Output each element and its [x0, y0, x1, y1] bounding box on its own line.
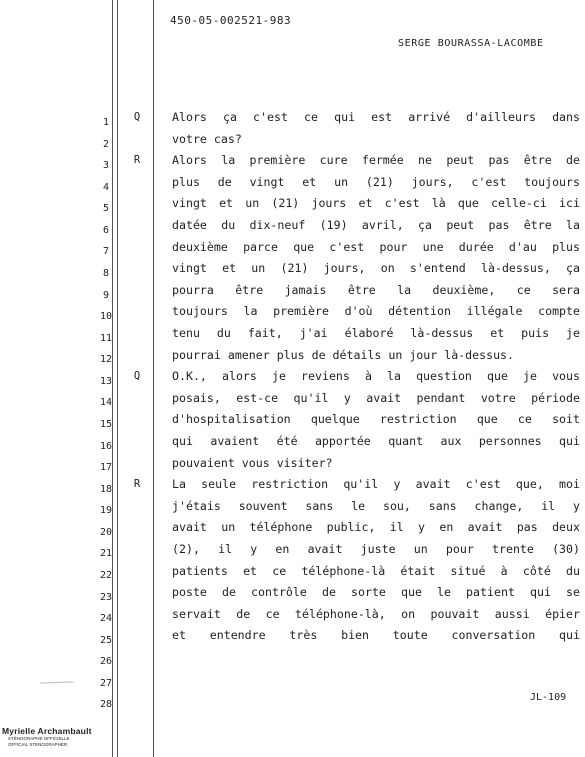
speaker-marker: Q	[133, 370, 141, 383]
stenographer-name: Myrielle Archambault	[2, 726, 92, 736]
line-number: 10	[99, 311, 113, 323]
transcript-line: O.K., alors je reviens à la question que je vous	[172, 369, 580, 384]
scan-smudge	[40, 681, 74, 683]
transcript-line: patients et ce téléphone-là était situé à côté du	[172, 563, 580, 578]
line-number: 18	[99, 483, 113, 495]
line-number: 19	[99, 505, 113, 517]
line-number: 28	[99, 699, 113, 711]
line-number: 17	[99, 462, 113, 474]
speaker-marker: R	[133, 154, 141, 167]
transcript-line: pourrai amener plus de détails un jour là-dessus.	[172, 347, 515, 362]
stenographer-title-en: OFFICIAL STENOGRAPHER	[8, 742, 68, 747]
margin-rule-speaker	[153, 0, 154, 757]
witness-name: SERGE BOURASSA-LACOMBE	[398, 38, 544, 49]
page-identifier: JL-109	[530, 692, 567, 703]
line-number: 25	[99, 634, 113, 646]
line-number: 6	[102, 224, 110, 236]
line-number: 2	[102, 138, 110, 150]
margin-rule-left-inner	[117, 0, 118, 757]
case-number: 450-05-002521-983	[170, 14, 292, 27]
line-number: 21	[99, 548, 113, 560]
line-number: 5	[102, 203, 110, 215]
line-number: 11	[99, 332, 113, 344]
transcript-line: et entendre très bien toute conversation qui	[172, 628, 580, 643]
line-number: 9	[102, 289, 110, 301]
line-number: 14	[99, 397, 113, 409]
line-number: 22	[99, 569, 113, 581]
line-number: 3	[102, 160, 110, 172]
transcript-line: qui avaient été apportée quant aux personnes qui	[172, 434, 580, 448]
transcript-line: votre cas?	[172, 131, 242, 146]
line-number: 23	[99, 591, 113, 603]
line-number: 15	[99, 418, 113, 430]
transcript-line: pouvaient vous visiter?	[172, 455, 333, 470]
transcript-line: avait un téléphone public, il y en avait pas deux	[172, 520, 580, 535]
stenographer-logo	[2, 726, 92, 748]
transcript-line: d'hospitalisation quelque restriction que ce soit	[172, 412, 580, 427]
transcript-line: vingt et un (21) jours, on s'entend là-dessus, ça	[172, 261, 580, 276]
transcript-line: (2), il y en avait juste un pour trente (30)	[172, 542, 580, 556]
transcript-line: j'étais souvent sans le sou, sans change, il y	[172, 498, 580, 513]
line-number: 8	[102, 267, 110, 279]
line-number: 4	[102, 181, 110, 193]
line-number: 27	[99, 677, 113, 689]
transcript-line: vingt et un (21) jours et c'est là que celle-ci ici	[172, 196, 580, 211]
line-number: 7	[102, 246, 110, 258]
transcript-line: Alors ça c'est ce qui est arrivé d'ailleurs dans	[172, 110, 580, 124]
transcript-line: tenu du fait, j'ai élaboré là-dessus et puis je	[172, 326, 580, 340]
transcript-line: servait de ce téléphone-là, on pouvait aussi épier	[172, 606, 580, 621]
line-number: 16	[99, 440, 113, 452]
transcript-line: La seule restriction qu'il y avait c'est que, moi	[172, 477, 580, 492]
line-number: 12	[99, 354, 113, 366]
stenographer-title-fr: STÉNOGRAPHE OFFICIELLE	[8, 736, 70, 741]
transcript-line: pourra être jamais être la deuxième, ce sera	[172, 282, 580, 297]
transcript-line: datée du dix-neuf (19) avril, ça peut pas être la	[172, 218, 580, 232]
transcript-line: deuxième parce que c'est pour une durée d'au plus	[172, 239, 580, 254]
line-number: 13	[99, 375, 113, 387]
line-number: 26	[99, 656, 113, 668]
line-number: 20	[99, 526, 113, 538]
transcript-line: toujours la première d'où détention illégale compte	[172, 304, 580, 319]
transcript-line: Alors la première cure fermée ne peut pas être de	[172, 153, 580, 168]
transcript-line: posais, est-ce qu'il y avait pendant votre période	[172, 390, 580, 405]
speaker-marker: R	[133, 478, 141, 491]
speaker-marker: Q	[133, 111, 141, 123]
transcript-line: plus de vingt et un (21) jours, c'est toujours	[172, 174, 580, 189]
line-number: 1	[102, 117, 110, 128]
transcript-line: poste de contrôle de sorte que le patient qui se	[172, 585, 580, 600]
line-number: 24	[99, 613, 113, 625]
